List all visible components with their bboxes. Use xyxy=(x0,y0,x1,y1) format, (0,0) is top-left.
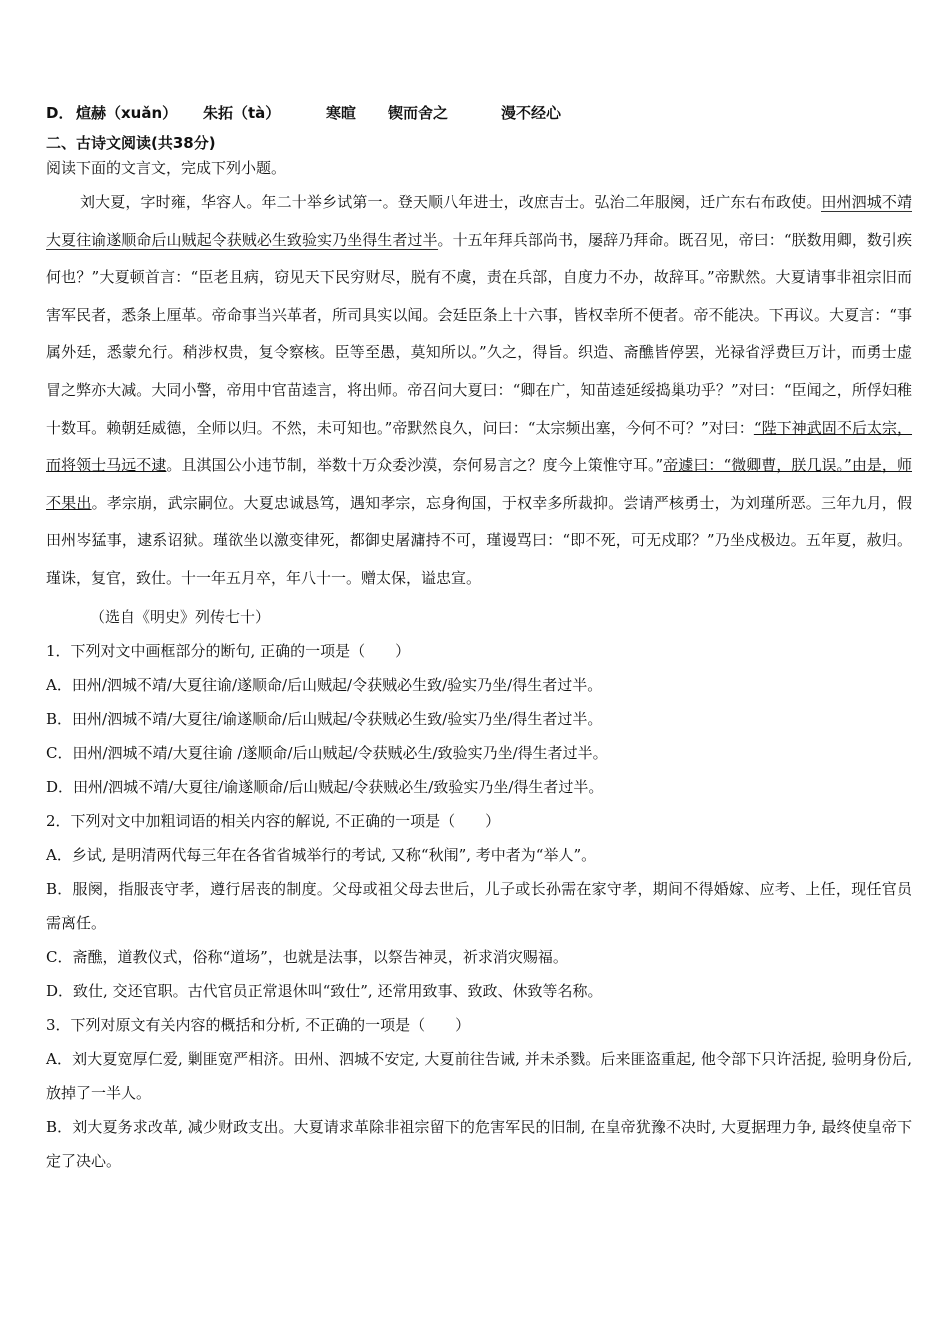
question-3 xyxy=(46,1008,912,1178)
answer-option-a: A．田州/泗城不靖/大夏往谕/遂顺命/后山贼起/令获贼必生致/验实乃坐/得生者过半。 xyxy=(46,675,603,694)
question-1 xyxy=(46,634,912,804)
answer-option-b: B．刘大夏务求改革, 减少财政支出。大夏请求革除非祖宗留下的危害军民的旧制, 在皇帝犹豫不决时, 大夏据理力争, 最终使皇帝下定了决心。 xyxy=(46,1117,912,1170)
section-title: 二、古诗文阅读(共38分) xyxy=(46,134,216,152)
answer-option-d: D．致仕, 交还官职。古代官员正常退休叫“致仕”, 还常用致事、致政、休致等名称。 xyxy=(46,981,603,1000)
boxed-segment: 田州泗城不靖大夏往谕遂顺命后山贼起令获贼必生致验实乃坐得生者过半 xyxy=(46,193,912,249)
question-stem: 2．下列对文中加粗词语的相关内容的解说, 不正确的一项是（ ） xyxy=(46,811,501,830)
option-word: 寒暄 xyxy=(326,104,357,122)
passage-text: 。孝宗崩，武宗嗣位。大夏忠诚恳笃，遇知孝宗，忘身徇国，于权幸多所裁抑。尝请严核勇士，为刘瑾所恶。三年九月，假田州岑猛事，逮系诏狱。瑾欲坐以激变律死，都御史屠滽持不可，瑾谩骂曰：“即不死，可无戍耶？”乃坐戍极边。五年夏，赦归。瑾诛，复官，致仕。十一年五月卒，年八十一。赠太保，谥忠宣。 xyxy=(46,493,912,587)
question-2 xyxy=(46,804,912,1008)
underlined-sentence: 帝遽曰：“微卿曹，朕几误。”由是，师不果出 xyxy=(46,456,912,512)
section-instruction: 阅读下面的文言文，完成下列小题。 xyxy=(46,159,287,177)
answer-option-a: A．刘大夏宽厚仁爱, 剿匪宽严相济。田州、泗城不安定, 大夏前往告诫, 并未杀戮。后来匪盗重起, 他令部下只许活捉, 验明身份后, 放掉了一半人。 xyxy=(46,1049,912,1102)
document-page xyxy=(46,98,912,1178)
answer-option-d: D．田州/泗城不靖/大夏往/谕遂顺命/后山贼起/令获贼必生/致验实乃坐/得生者过半。 xyxy=(46,777,604,796)
option-word: 锲而舍之 xyxy=(388,104,449,122)
passage-text: 。且淇国公小违节制，举数十万众委沙漠，奈何易言之？度今上策惟守耳。” xyxy=(166,456,664,475)
passage-text: 刘大夏，字时雍，华容人。年二十举乡试第一。登天顺八年进士，改庶吉士。弘治二年服阕，迁广东右布政使。 xyxy=(80,193,822,211)
option-word: 漫不经心 xyxy=(501,104,562,122)
option-letter: D． xyxy=(46,104,74,122)
answer-option-c: C．斋醮，道教仪式，俗称“道场”，也就是法事，以祭告神灵，祈求消灾赐福。 xyxy=(46,947,568,966)
passage-text: 。十五年拜兵部尚书，屡辞乃拜命。既召见，帝曰：“朕数用卿，数引疾何也？”大夏顿首言：“臣老且病，窃见天下民穷财尽，脱有不虞，责在兵部，自度力不办，故辞耳。”帝默然。大夏请事非祖宗旧而害军民者，悉条上厘革。帝命事当兴革者，所司具实以闻。会廷臣条上十六事，皆权幸所不便者。帝不能决。下再议。大夏言：“事属外廷，悉蒙允行。稍涉权贵，复令察核。臣等至愚，莫知所以。”久之，得旨。织造、斋醮皆停罢，光禄省浮费巨万计，而勇士虚冒之弊亦大减。大同小警，帝用中官苗逵言，将出师。帝召问大夏曰：“卿在广，知苗逵延绥捣巢功乎？”对曰：“臣闻之，所俘妇稚十数耳。赖朝廷威德，全师以归。不然，未可知也。”帝默然良久，问曰：“太宗频出塞，今何不可？”对曰： xyxy=(46,230,912,437)
answer-option-c: C．田州/泗城不靖/大夏往谕 /遂顺命/后山贼起/令获贼必生/致验实乃坐/得生者过半。 xyxy=(46,743,608,762)
classical-passage xyxy=(46,184,912,598)
option-word: 朱拓（tà） xyxy=(203,104,281,122)
answer-option-b: B．田州/泗城不靖/大夏往/谕遂顺命/后山贼起/令获贼必生致/验实乃坐/得生者过半。 xyxy=(46,709,603,728)
underlined-sentence: “陛下神武固不后太宗，而将领士马远不逮 xyxy=(46,418,913,475)
question-stem: 1．下列对文中画框部分的断句, 正确的一项是（ ） xyxy=(46,641,411,660)
previous-question-option-d xyxy=(46,98,912,128)
answer-option-a: A．乡试, 是明清两代每三年在各省省城举行的考试, 又称“秋闱”, 考中者为“举人”。 xyxy=(46,845,597,864)
question-stem: 3．下列对原文有关内容的概括和分析, 不正确的一项是（ ） xyxy=(46,1015,471,1034)
answer-option-b: B．服阕，指服丧守孝，遵行居丧的制度。父母或祖父母去世后，儿子或长孙需在家守孝，期间不得婚嫁、应考、上任，现任官员需离任。 xyxy=(46,879,912,932)
passage-source: （选自《明史》列传七十） xyxy=(90,607,271,626)
option-word: 煊赫（xuǎn） xyxy=(76,104,178,122)
